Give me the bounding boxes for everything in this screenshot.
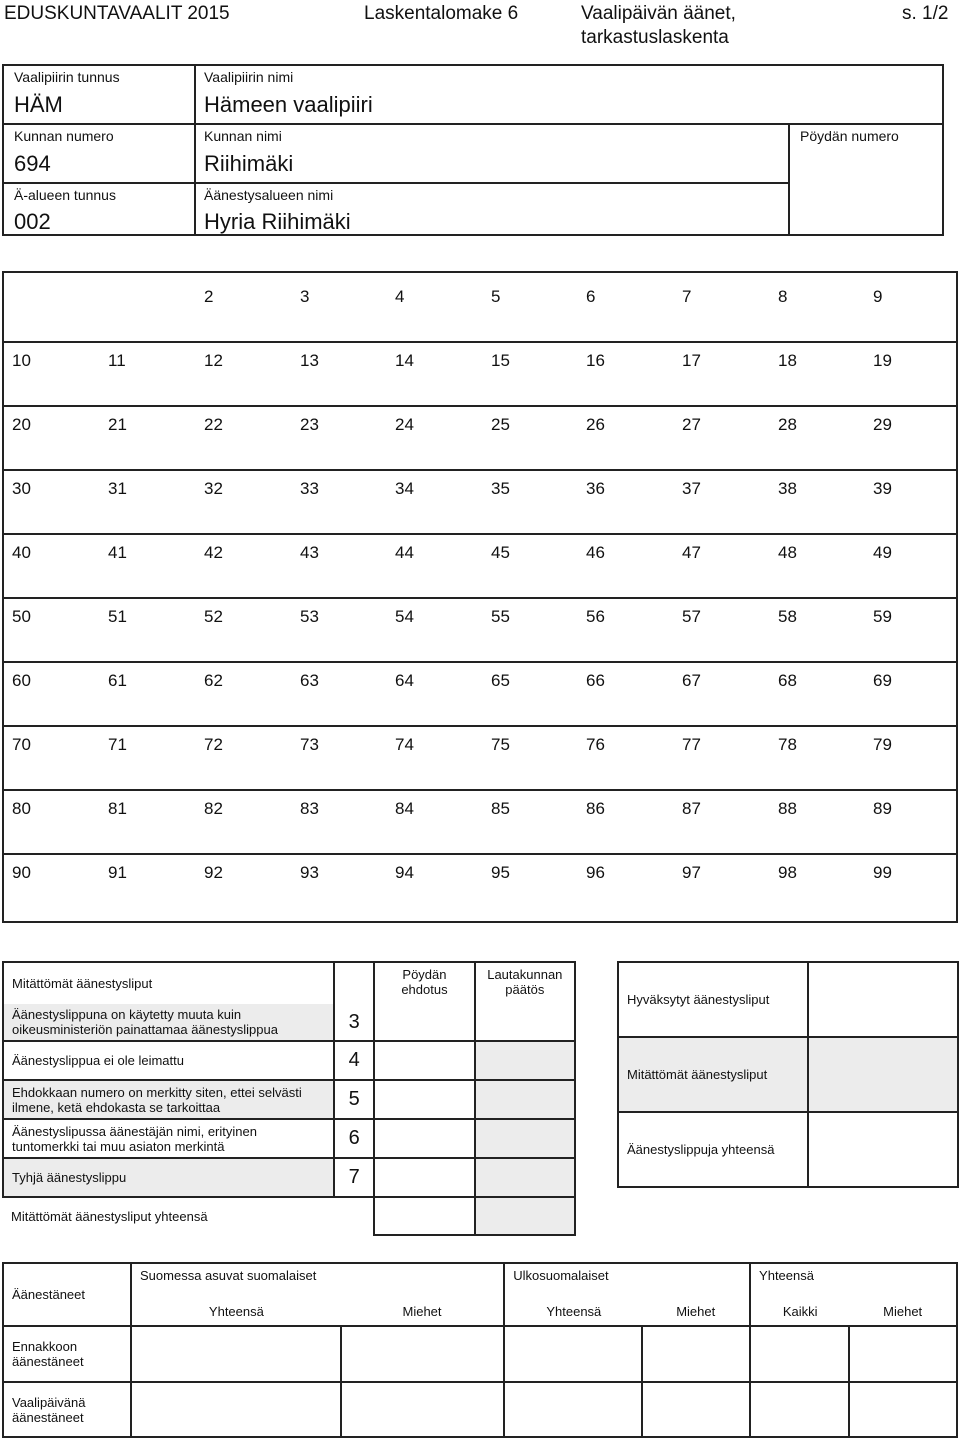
candidate-number-cell: 86	[586, 799, 605, 818]
decision-5-field[interactable]	[475, 1080, 575, 1119]
total-ballots-field[interactable]	[808, 1112, 958, 1187]
decision-4-field[interactable]	[475, 1041, 575, 1080]
decision-6-field[interactable]	[475, 1119, 575, 1158]
accepted-ballots-label: Hyväksytyt äänestysliput	[618, 962, 808, 1037]
candidate-number-cell: 32	[204, 479, 223, 498]
candidate-number-cell: 90	[12, 863, 31, 882]
group-total: Yhteensä	[750, 1263, 957, 1298]
grid-row-divider	[4, 789, 956, 791]
election-day-voters-label: Vaalipäivänä äänestäneet	[3, 1382, 131, 1437]
total-ballots-label: Äänestyslippuja yhteensä	[618, 1112, 808, 1187]
candidate-number-cell: 52	[204, 607, 223, 626]
eday-all-men-field[interactable]	[849, 1382, 957, 1437]
candidate-number-cell: 94	[395, 863, 414, 882]
candidate-number-cell: 17	[682, 351, 701, 370]
candidate-number-cell: 66	[586, 671, 605, 690]
candidate-number-cell: 41	[108, 543, 127, 562]
sub-header: Miehet	[642, 1298, 750, 1326]
proposal-total-field[interactable]	[374, 1197, 474, 1235]
invalid-title: Mitättömät äänestysliput	[3, 962, 334, 1004]
candidate-number-cell: 59	[873, 607, 892, 626]
code-column-head	[334, 962, 374, 1004]
candidate-number-cell: 50	[12, 607, 31, 626]
group-resident: Suomessa asuvat suomalaiset	[131, 1263, 504, 1298]
candidate-number-cell: 9	[873, 287, 883, 306]
voters-label: Äänestäneet	[3, 1263, 131, 1326]
candidate-number-cell: 19	[873, 351, 892, 370]
proposal-7-field[interactable]	[374, 1158, 474, 1197]
candidate-number-cell: 98	[778, 863, 797, 882]
candidate-number-cell: 49	[873, 543, 892, 562]
candidate-number-cell: 61	[108, 671, 127, 690]
candidate-number-cell: 87	[682, 799, 701, 818]
candidate-number-cell: 12	[204, 351, 223, 370]
candidate-number-cell: 83	[300, 799, 319, 818]
decision-column-head: Lautakunnan päätös	[475, 962, 575, 1041]
grid-row-divider	[4, 725, 956, 727]
sub-header: Yhteensä	[504, 1298, 642, 1326]
candidate-number-cell: 77	[682, 735, 701, 754]
grid-row-divider	[4, 469, 956, 471]
candidate-number-cell: 13	[300, 351, 319, 370]
district-id-label: Vaalipiirin tunnus	[14, 69, 120, 85]
municipality-number-value: 694	[14, 151, 51, 176]
grid-row-divider	[4, 597, 956, 599]
candidate-number-cell: 73	[300, 735, 319, 754]
candidate-number-cell: 26	[586, 415, 605, 434]
proposal-5-field[interactable]	[374, 1080, 474, 1119]
sub-header: Miehet	[341, 1298, 504, 1326]
advance-resident-total-field[interactable]	[131, 1326, 341, 1382]
decision-total-field[interactable]	[475, 1197, 575, 1235]
candidate-number-cell: 29	[873, 415, 892, 434]
candidate-number-cell: 81	[108, 799, 127, 818]
eday-abroad-men-field[interactable]	[642, 1382, 750, 1437]
candidate-number-cell: 78	[778, 735, 797, 754]
candidate-number-cell: 53	[300, 607, 319, 626]
candidate-number-cell: 64	[395, 671, 414, 690]
candidate-number-cell: 4	[395, 287, 405, 306]
candidate-number-cell: 84	[395, 799, 414, 818]
candidate-number-cell: 46	[586, 543, 605, 562]
candidate-number-cell: 11	[108, 351, 126, 370]
candidate-number-cell: 2	[204, 287, 214, 306]
form-name: Laskentalomake 6	[364, 3, 519, 24]
candidate-number-cell: 38	[778, 479, 797, 498]
sub-header: Kaikki	[750, 1298, 849, 1326]
candidate-number-cell: 92	[204, 863, 223, 882]
candidate-number-cell: 99	[873, 863, 892, 882]
proposal-column-head: Pöydän ehdotus	[374, 962, 474, 1041]
proposal-4-field[interactable]	[374, 1041, 474, 1080]
sub-header: Yhteensä	[131, 1298, 341, 1326]
candidate-number-cell: 97	[682, 863, 701, 882]
candidate-number-grid	[2, 271, 958, 923]
candidate-number-cell: 96	[586, 863, 605, 882]
invalid-total-label: Mitättömät äänestysliput yhteensä	[3, 1197, 374, 1235]
candidate-number-cell: 48	[778, 543, 797, 562]
candidate-number-cell: 10	[12, 351, 31, 370]
candidate-number-cell: 35	[491, 479, 510, 498]
election-title: EDUSKUNTAVAALIT 2015	[4, 3, 230, 24]
candidate-number-cell: 31	[108, 479, 127, 498]
area-id-value: 002	[14, 209, 51, 234]
candidate-number-cell: 67	[682, 671, 701, 690]
candidate-number-cell: 34	[395, 479, 414, 498]
candidate-number-cell: 57	[682, 607, 701, 626]
candidate-number-cell: 47	[682, 543, 701, 562]
candidate-number-cell: 58	[778, 607, 797, 626]
table-number-label: Pöydän numero	[800, 128, 899, 144]
info-divider	[4, 123, 942, 125]
grid-row-divider	[4, 853, 956, 855]
candidate-number-cell: 95	[491, 863, 510, 882]
form-subtitle-2: tarkastuslaskenta	[581, 27, 729, 48]
candidate-number-cell: 24	[395, 415, 414, 434]
candidate-number-cell: 60	[12, 671, 31, 690]
candidate-number-cell: 54	[395, 607, 414, 626]
info-divider	[194, 66, 196, 234]
info-divider	[4, 182, 790, 184]
candidate-number-cell: 15	[491, 351, 510, 370]
ballot-summary-table	[617, 961, 959, 1188]
candidate-number-cell: 75	[491, 735, 510, 754]
candidate-number-cell: 33	[300, 479, 319, 498]
eday-resident-men-field[interactable]	[341, 1382, 504, 1437]
candidate-number-cell: 37	[682, 479, 701, 498]
district-info-box	[2, 64, 944, 236]
advance-abroad-total-field[interactable]	[504, 1326, 642, 1382]
area-id-label: Ä-alueen tunnus	[14, 187, 116, 203]
advance-resident-men-field[interactable]	[341, 1326, 504, 1382]
candidate-number-cell: 30	[12, 479, 31, 498]
candidate-number-cell: 8	[778, 287, 788, 306]
invalid-ballots-label: Mitättömät äänestysliput	[618, 1037, 808, 1112]
candidate-number-cell: 71	[108, 735, 127, 754]
grid-row-divider	[4, 405, 956, 407]
candidate-number-cell: 21	[108, 415, 127, 434]
candidate-number-cell: 16	[586, 351, 605, 370]
district-name-value: Hämeen vaalipiiri	[204, 92, 373, 117]
candidate-number-cell: 28	[778, 415, 797, 434]
candidate-number-cell: 62	[204, 671, 223, 690]
invalid-code-6: 6	[334, 1119, 374, 1158]
candidate-number-cell: 68	[778, 671, 797, 690]
candidate-number-cell: 56	[586, 607, 605, 626]
municipality-number-label: Kunnan numero	[14, 128, 114, 144]
municipality-name-label: Kunnan nimi	[204, 128, 282, 144]
invalid-code-7: 7	[334, 1158, 374, 1197]
candidate-number-cell: 80	[12, 799, 31, 818]
decision-7-field[interactable]	[475, 1158, 575, 1197]
municipality-name-value: Riihimäki	[204, 151, 294, 176]
invalid-code-3: 3	[334, 1004, 374, 1041]
candidate-number-cell: 51	[108, 607, 127, 626]
candidate-number-cell: 36	[586, 479, 605, 498]
candidate-number-cell: 27	[682, 415, 701, 434]
eday-all-field[interactable]	[750, 1382, 849, 1437]
invalid-reason-6: Äänestyslipussa äänestäjän nimi, erityinen tuntomerkki tai muu asiaton merkintä	[3, 1119, 334, 1158]
invalid-reason-4: Äänestyslippua ei ole leimattu	[3, 1041, 334, 1080]
candidate-number-cell: 88	[778, 799, 797, 818]
candidate-number-cell: 42	[204, 543, 223, 562]
candidate-number-cell: 69	[873, 671, 892, 690]
page-number: s. 1/2	[902, 3, 949, 24]
candidate-number-cell: 25	[491, 415, 510, 434]
candidate-number-cell: 65	[491, 671, 510, 690]
voters-table	[2, 1262, 958, 1438]
candidate-number-cell: 20	[12, 415, 31, 434]
candidate-number-cell: 85	[491, 799, 510, 818]
grid-row-divider	[4, 533, 956, 535]
candidate-number-cell: 79	[873, 735, 892, 754]
candidate-number-cell: 18	[778, 351, 797, 370]
candidate-number-cell: 14	[395, 351, 414, 370]
candidate-number-cell: 23	[300, 415, 319, 434]
invalid-reason-7: Tyhjä äänestyslippu	[3, 1158, 334, 1197]
grid-row-divider	[4, 341, 956, 343]
candidate-number-cell: 72	[204, 735, 223, 754]
invalid-reason-5: Ehdokkaan numero on merkitty siten, ettei selvästi ilmene, ketä ehdokasta se tarkoittaa	[3, 1080, 334, 1119]
candidate-number-cell: 82	[204, 799, 223, 818]
district-name-label: Vaalipiirin nimi	[204, 69, 294, 85]
candidate-number-cell: 74	[395, 735, 414, 754]
candidate-number-cell: 44	[395, 543, 414, 562]
accepted-ballots-field[interactable]	[808, 962, 958, 1037]
invalid-code-5: 5	[334, 1080, 374, 1119]
candidate-number-cell: 89	[873, 799, 892, 818]
candidate-number-cell: 22	[204, 415, 223, 434]
advance-all-field[interactable]	[750, 1326, 849, 1382]
candidate-number-cell: 76	[586, 735, 605, 754]
form-subtitle-1: Vaalipäivän äänet,	[581, 3, 736, 24]
candidate-number-cell: 45	[491, 543, 510, 562]
sub-header: Miehet	[849, 1298, 957, 1326]
candidate-number-cell: 91	[108, 863, 127, 882]
invalid-code-4: 4	[334, 1041, 374, 1080]
area-name-value: Hyria Riihimäki	[204, 209, 351, 234]
area-name-label: Äänestysalueen nimi	[204, 187, 334, 203]
grid-row-divider	[4, 661, 956, 663]
eday-abroad-total-field[interactable]	[504, 1382, 642, 1437]
eday-resident-total-field[interactable]	[131, 1382, 341, 1437]
candidate-number-cell: 93	[300, 863, 319, 882]
district-id-value: HÄM	[14, 92, 63, 117]
invalid-reason-3: Äänestyslippuna on käytetty muuta kuin oikeusministeriön painattamaa äänestyslippua	[3, 1004, 334, 1041]
proposal-6-field[interactable]	[374, 1119, 474, 1158]
candidate-number-cell: 55	[491, 607, 510, 626]
candidate-number-cell: 40	[12, 543, 31, 562]
candidate-number-cell: 6	[586, 287, 596, 306]
candidate-number-cell: 39	[873, 479, 892, 498]
candidate-number-cell: 43	[300, 543, 319, 562]
group-abroad: Ulkosuomalaiset	[504, 1263, 750, 1298]
candidate-number-cell: 3	[300, 287, 310, 306]
invalid-ballots-field[interactable]	[808, 1037, 958, 1112]
candidate-number-cell: 7	[682, 287, 692, 306]
advance-abroad-men-field[interactable]	[642, 1326, 750, 1382]
invalid-ballots-table	[2, 961, 576, 1236]
info-divider	[788, 123, 790, 234]
candidate-number-cell: 5	[491, 287, 501, 306]
advance-voters-label: Ennakkoon äänestäneet	[3, 1326, 131, 1382]
candidate-number-cell: 70	[12, 735, 31, 754]
advance-all-men-field[interactable]	[849, 1326, 957, 1382]
candidate-number-cell: 63	[300, 671, 319, 690]
